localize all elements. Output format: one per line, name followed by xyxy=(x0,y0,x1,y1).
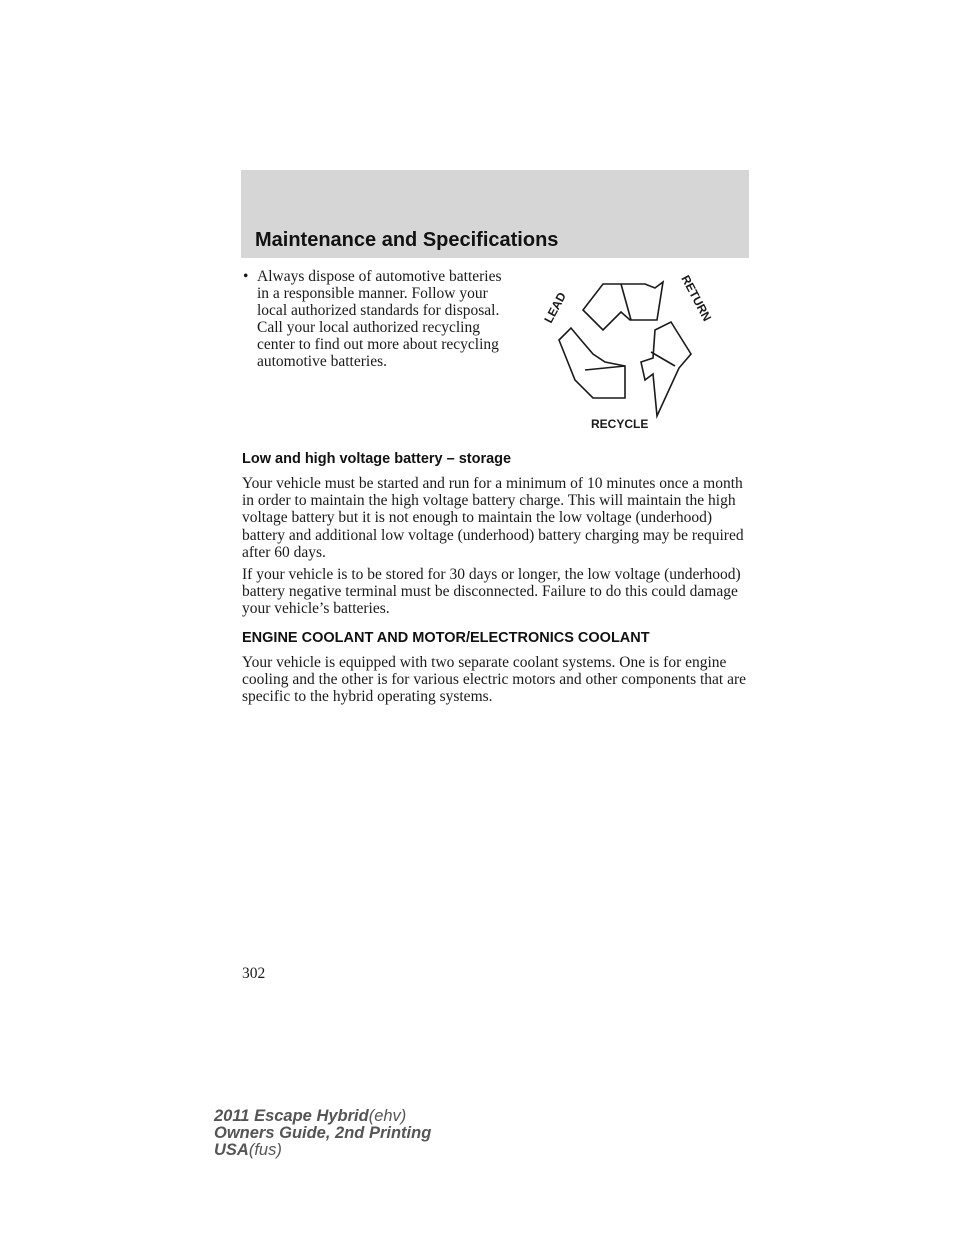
bullet-text: Always dispose of automotive batteries in a responsible manner. Follow your local authorized standards for disposal. Call your local authorized recycling center to find out more about recycling automotive batteries. xyxy=(257,268,502,370)
section-header-band xyxy=(241,170,749,258)
footer-model-code: (ehv) xyxy=(368,1107,407,1125)
page-number: 302 xyxy=(242,965,266,982)
bullet-marker: • xyxy=(243,268,249,285)
coolant-heading: ENGINE COOLANT AND MOTOR/ELECTRONICS COOLANT xyxy=(242,630,650,646)
recycle-arrow-left xyxy=(559,328,625,398)
section-title: Maintenance and Specifications xyxy=(255,229,559,251)
storage-heading: Low and high voltage battery – storage xyxy=(242,451,512,467)
recycle-arrow-right xyxy=(641,322,691,416)
footer-market: USA xyxy=(214,1141,249,1159)
storage-paragraph-1: Your vehicle must be started and run for a minimum of 10 minutes once a month in order to maintain the high voltage battery charge. This will maintain the high voltage battery but it is not enough to maintain the low voltage (underhood) battery and additional low voltage (underhood) battery charging may be required after 60 days. xyxy=(242,475,744,561)
figure-label-return: RETURN xyxy=(678,272,715,324)
footer-market-code: (fus) xyxy=(248,1141,282,1159)
coolant-paragraph-1: Your vehicle is equipped with two separate coolant systems. One is for engine cooling and the other is for various electric motors and other components that are specific to the hybrid operating systems. xyxy=(242,654,747,706)
footer-model: 2011 Escape Hybrid xyxy=(214,1107,369,1125)
figure-label-lead: LEAD xyxy=(541,289,569,326)
bullet-item xyxy=(243,268,503,370)
lead-recycle-figure xyxy=(535,270,725,435)
figure-label-recycle: RECYCLE xyxy=(591,417,649,431)
footer-printing: Owners Guide, 2nd Printing xyxy=(214,1124,432,1142)
document-footer xyxy=(214,1108,431,1159)
storage-paragraph-2: If your vehicle is to be stored for 30 days or longer, the low voltage (underhood) battery negative terminal must be disconnected. Failure to do this could damage your vehicle’s batteries. xyxy=(242,566,741,618)
